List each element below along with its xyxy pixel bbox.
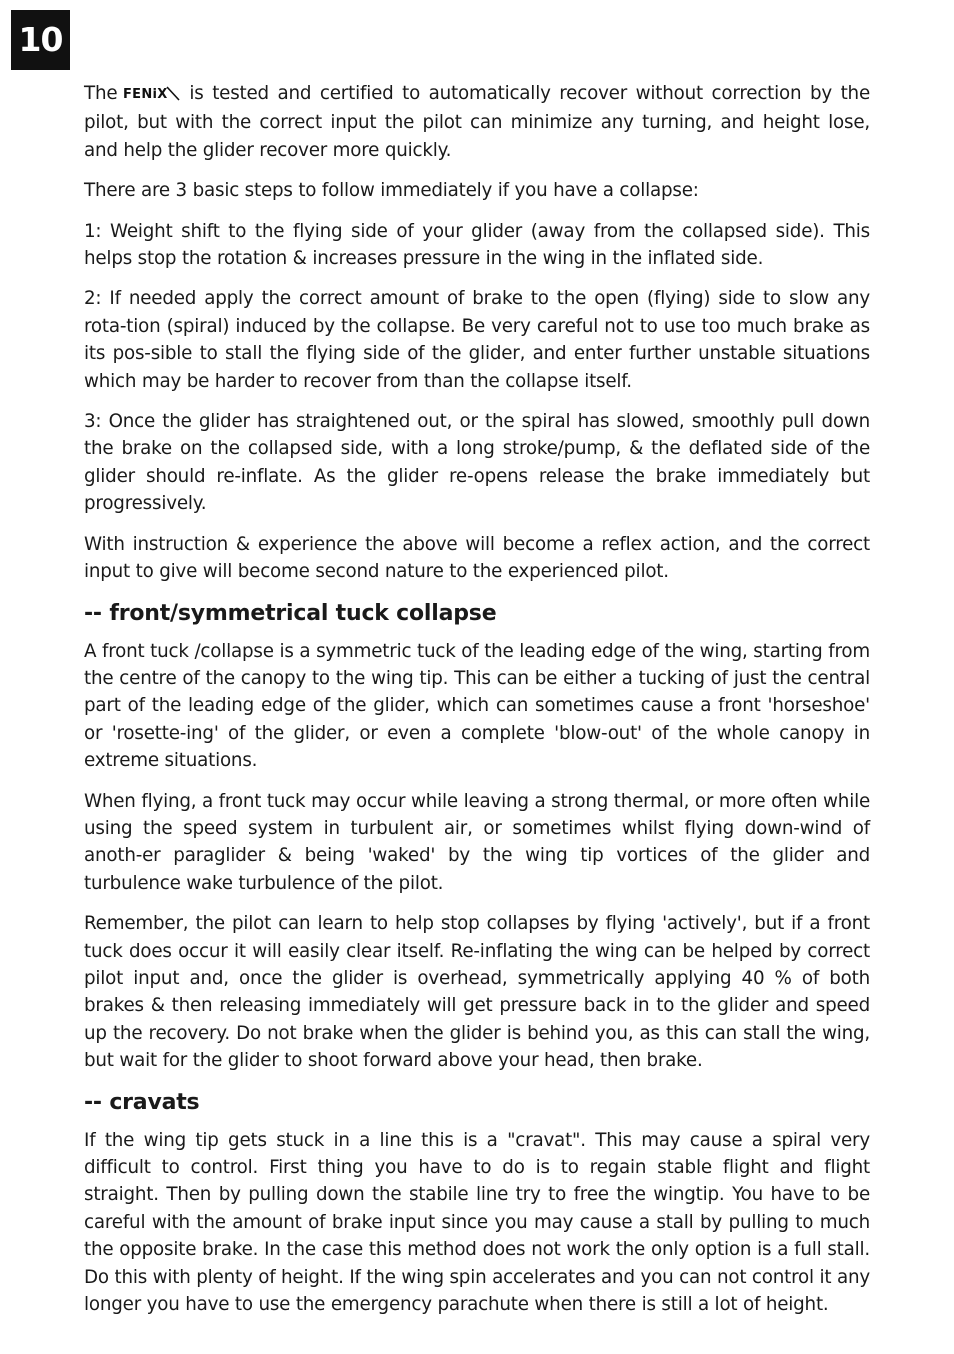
front-tuck-paragraph: When flying, a front tuck may occur while leaving a strong thermal, or more often while using the speed system in turbulent air, or sometimes whilst flying down-wind of anoth-er paraglider & being 'waked' by the wing tip vortices of the glider and turbulence wake turbulence of the pilot. (84, 790, 870, 894)
page-number: 10 (11, 10, 70, 70)
intro-paragraph (84, 80, 870, 164)
fenix-logo (123, 82, 181, 109)
front-tuck-paragraph: A front tuck /collapse is a symmetric tuck of the leading edge of the wing, starting from the centre of the canopy to the wing tip. This can be either a tucking of just the central part of the leading edge of the glider, which can sometimes cause a front 'horseshoe' or 'rosette-ing' of the glider, or even a complete 'blow-out' of the whole canopy in extreme situations. (84, 640, 870, 772)
collapse-summary: With instruction & experience the above will become a reflex action, and the correct input to give will become second nature to the experienced pilot. (84, 533, 870, 583)
collapse-step-3: 3: Once the glider has straightened out, or the spiral has slowed, smoothly pull down the brake on the collapsed side, with a long stroke/pump, & the deflated side of the glider should re-inflate. As the glider re-opens release the brake immediately but progressively. (84, 411, 870, 515)
svg-text:FENiX: FENiX (123, 87, 169, 101)
intro-text-after-logo: is tested and certified to automatically recover without correction by the pilot, but with the correct input the pilot can minimize any turning, and height lose, and help the glider recover more quickly. (84, 83, 870, 161)
collapse-step-1: 1: Weight shift to the flying side of your glider (away from the collapsed side). This helps stop the rotation & increases pressure in the wing in the inflated side. (84, 220, 870, 270)
cravats-paragraph: If the wing tip gets stuck in a line this is a "cravat". This may cause a spiral very difficult to control. First thing you have to do is to regain stable flight and flight straight. Then by pulling down the stabile line try to free the wingtip. You have to be careful with the amount of brake input since you may cause a stall by pulling to much the opposite brake. In the case this method does not work the only option is a full stall. Do this with plenty of height. If the wing spin accelerates and you can not control it any longer you have to use the emergency parachute when there is still a lot of height. (84, 1129, 870, 1316)
front-tuck-heading: -- front/symmetrical tuck collapse (84, 600, 497, 626)
fenix-logo-mark (123, 85, 181, 101)
front-tuck-paragraph: Remember, the pilot can learn to help stop collapses by flying 'actively', but if a front tuck does occur it will easily clear itself. Re-inflating the wing can be helped by correct pilot input and, once the glider is overhead, symmetrically applying 40 % of both brakes & then releasing immediately will get pressure back in to the glider and speed up the recovery. Do not brake when the glider is behind you, as this can stall the wing, but wait for the glider to shoot forward above your head, then brake. (84, 913, 870, 1072)
collapse-steps-intro: There are 3 basic steps to follow immediately if you have a collapse: (84, 180, 699, 202)
cravats-heading: -- cravats (84, 1089, 200, 1115)
collapse-step-2: 2: If needed apply the correct amount of brake to the open (flying) side to slow any rota-tion (spiral) induced by the collapse. Be very careful not to use too much brake as its pos-sible to stall the flying side of the glider, and enter further unstable situations which may be harder to recover from than the collapse itself. (84, 288, 870, 392)
page-content (84, 80, 870, 1331)
intro-text-before-logo: The (84, 83, 118, 104)
